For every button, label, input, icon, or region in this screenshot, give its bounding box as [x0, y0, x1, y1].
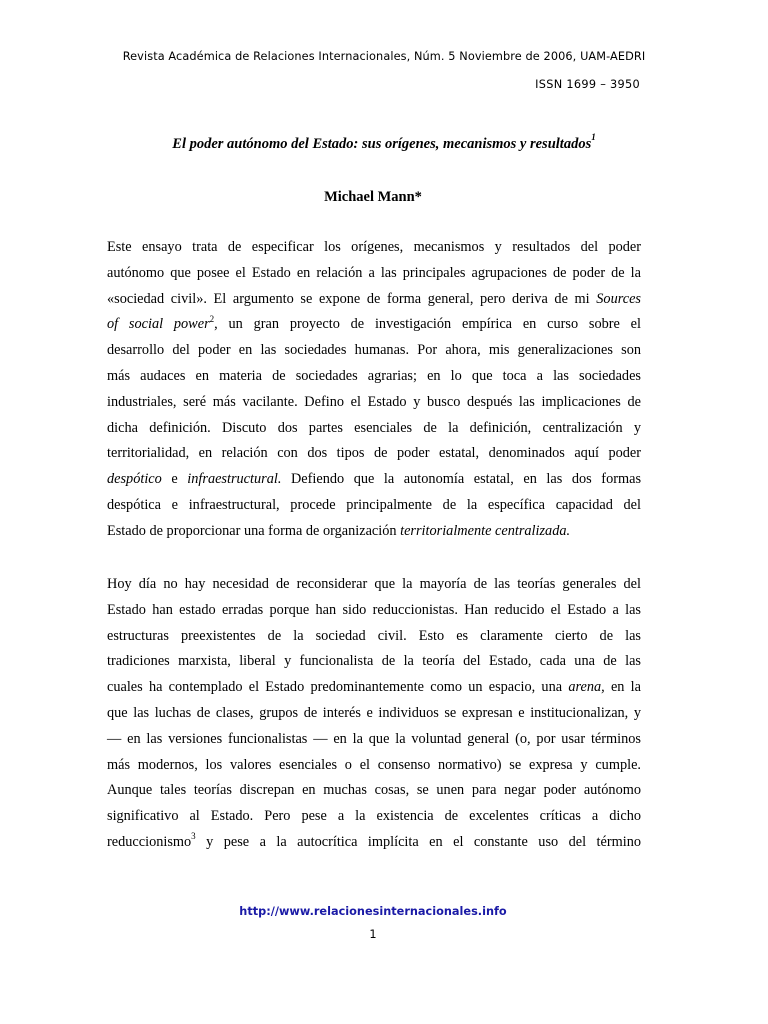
body-paragraph-1 — [107, 235, 641, 545]
text-line — [107, 675, 641, 701]
text-run: Estado de proporcionar una forma de organización — [107, 522, 401, 539]
italic-term: infraestructural. — [187, 471, 282, 488]
author-name: Michael Mann* — [324, 189, 422, 205]
text-line: Este ensayo trata de especificar los orígenes, mecanismos y resultados del poder — [107, 239, 641, 255]
text-line: territorialidad, en relación con dos tipos de poder estatal, denominados aquí poder — [107, 445, 641, 462]
text-run: cuales ha contemplado el Estado predominantemente como un espacio, una — [107, 679, 569, 696]
footnote-marker-3[interactable]: 3 — [191, 831, 196, 842]
issn-line: ISSN 1699 – 3950 — [535, 78, 640, 91]
text-line: más audaces en materia de sociedades agrarias; en lo que toca a las sociedades — [107, 367, 641, 384]
text-run: reduccionismo — [107, 833, 192, 850]
text-line: estructuras preexistentes de la sociedad civil. Esto es claramente cierto de las — [107, 627, 641, 644]
footer-url-link[interactable]: http://www.relacionesinternacionales.info — [239, 905, 507, 918]
text-run: «sociedad civil». El argumento se expone de forma general, pero deriva de mi — [107, 290, 597, 307]
article-title-text: El poder autónomo del Estado: sus orígenes, mecanismos y resultados — [172, 135, 592, 152]
italic-term: arena, — [568, 679, 605, 696]
text-line: Estado han estado erradas porque han sido reduccionistas. Han reducido el Estado a las — [107, 601, 641, 618]
italic-book-title: of social power — [107, 316, 210, 333]
text-line: industriales, seré más vacilante. Defino el Estado y busco después las implicaciones de — [107, 393, 641, 410]
text-line: — en las versiones funcionalistas — en la que la voluntad general (o, por usar términos — [107, 730, 641, 747]
text-line — [107, 287, 641, 313]
text-run: y pese a la autocrítica implícita en el constante uso del término — [195, 833, 641, 850]
text-line: dicha definición. Discuto dos partes esenciales de la definición, centralización y — [107, 419, 641, 436]
article-title — [0, 134, 768, 153]
text-line — [107, 519, 641, 545]
italic-book-title: Sources — [596, 290, 641, 307]
text-line: Hoy día no hay necesidad de reconsiderar que la mayoría de las teorías generales del — [107, 576, 641, 592]
page-number: 1 — [369, 928, 377, 941]
text-line: tradiciones marxista, liberal y funcionalista de la teoría del Estado, cada una de las — [107, 653, 641, 670]
title-footnote-marker[interactable]: 1 — [591, 132, 596, 142]
footnote-marker-2[interactable]: 2 — [209, 313, 215, 324]
text-run: Defiendo que la autonomía estatal, en las dos formas — [281, 471, 642, 488]
text-line — [107, 830, 641, 856]
text-run: en la — [604, 679, 641, 696]
text-line: desarrollo del poder en las sociedades humanas. Por ahora, mis generalizaciones son — [107, 342, 641, 359]
text-line — [107, 467, 641, 493]
text-line: más modernos, los valores esenciales o el consenso normativo) se expresa y cumple. — [107, 756, 641, 773]
text-line: significativo al Estado. Pero pese a la existencia de excelentes críticas a dicho — [107, 808, 641, 825]
text-line: que las luchas de clases, grupos de interés e individuos se expresan e institucionalizan, y — [107, 704, 641, 721]
text-run: , un gran proyecto de investigación empírica en curso sobre el — [214, 316, 641, 333]
italic-term: territorialmente centralizada. — [400, 522, 571, 539]
text-line — [107, 312, 641, 338]
body-paragraph-2 — [107, 572, 641, 856]
text-line: Aunque tales teorías discrepan en muchas cosas, se unen para negar poder autónomo — [107, 782, 641, 799]
italic-term: despótico — [107, 471, 162, 488]
text-line: autónomo que posee el Estado en relación a las principales agrupaciones de poder de la — [107, 264, 641, 281]
text-line: despótica e infraestructural, procede principalmente de la específica capacidad del — [107, 496, 641, 513]
journal-header: Revista Académica de Relaciones Internacionales, Núm. 5 Noviembre de 2006, UAM-AEDRI — [122, 50, 646, 63]
text-run: e — [161, 471, 188, 488]
